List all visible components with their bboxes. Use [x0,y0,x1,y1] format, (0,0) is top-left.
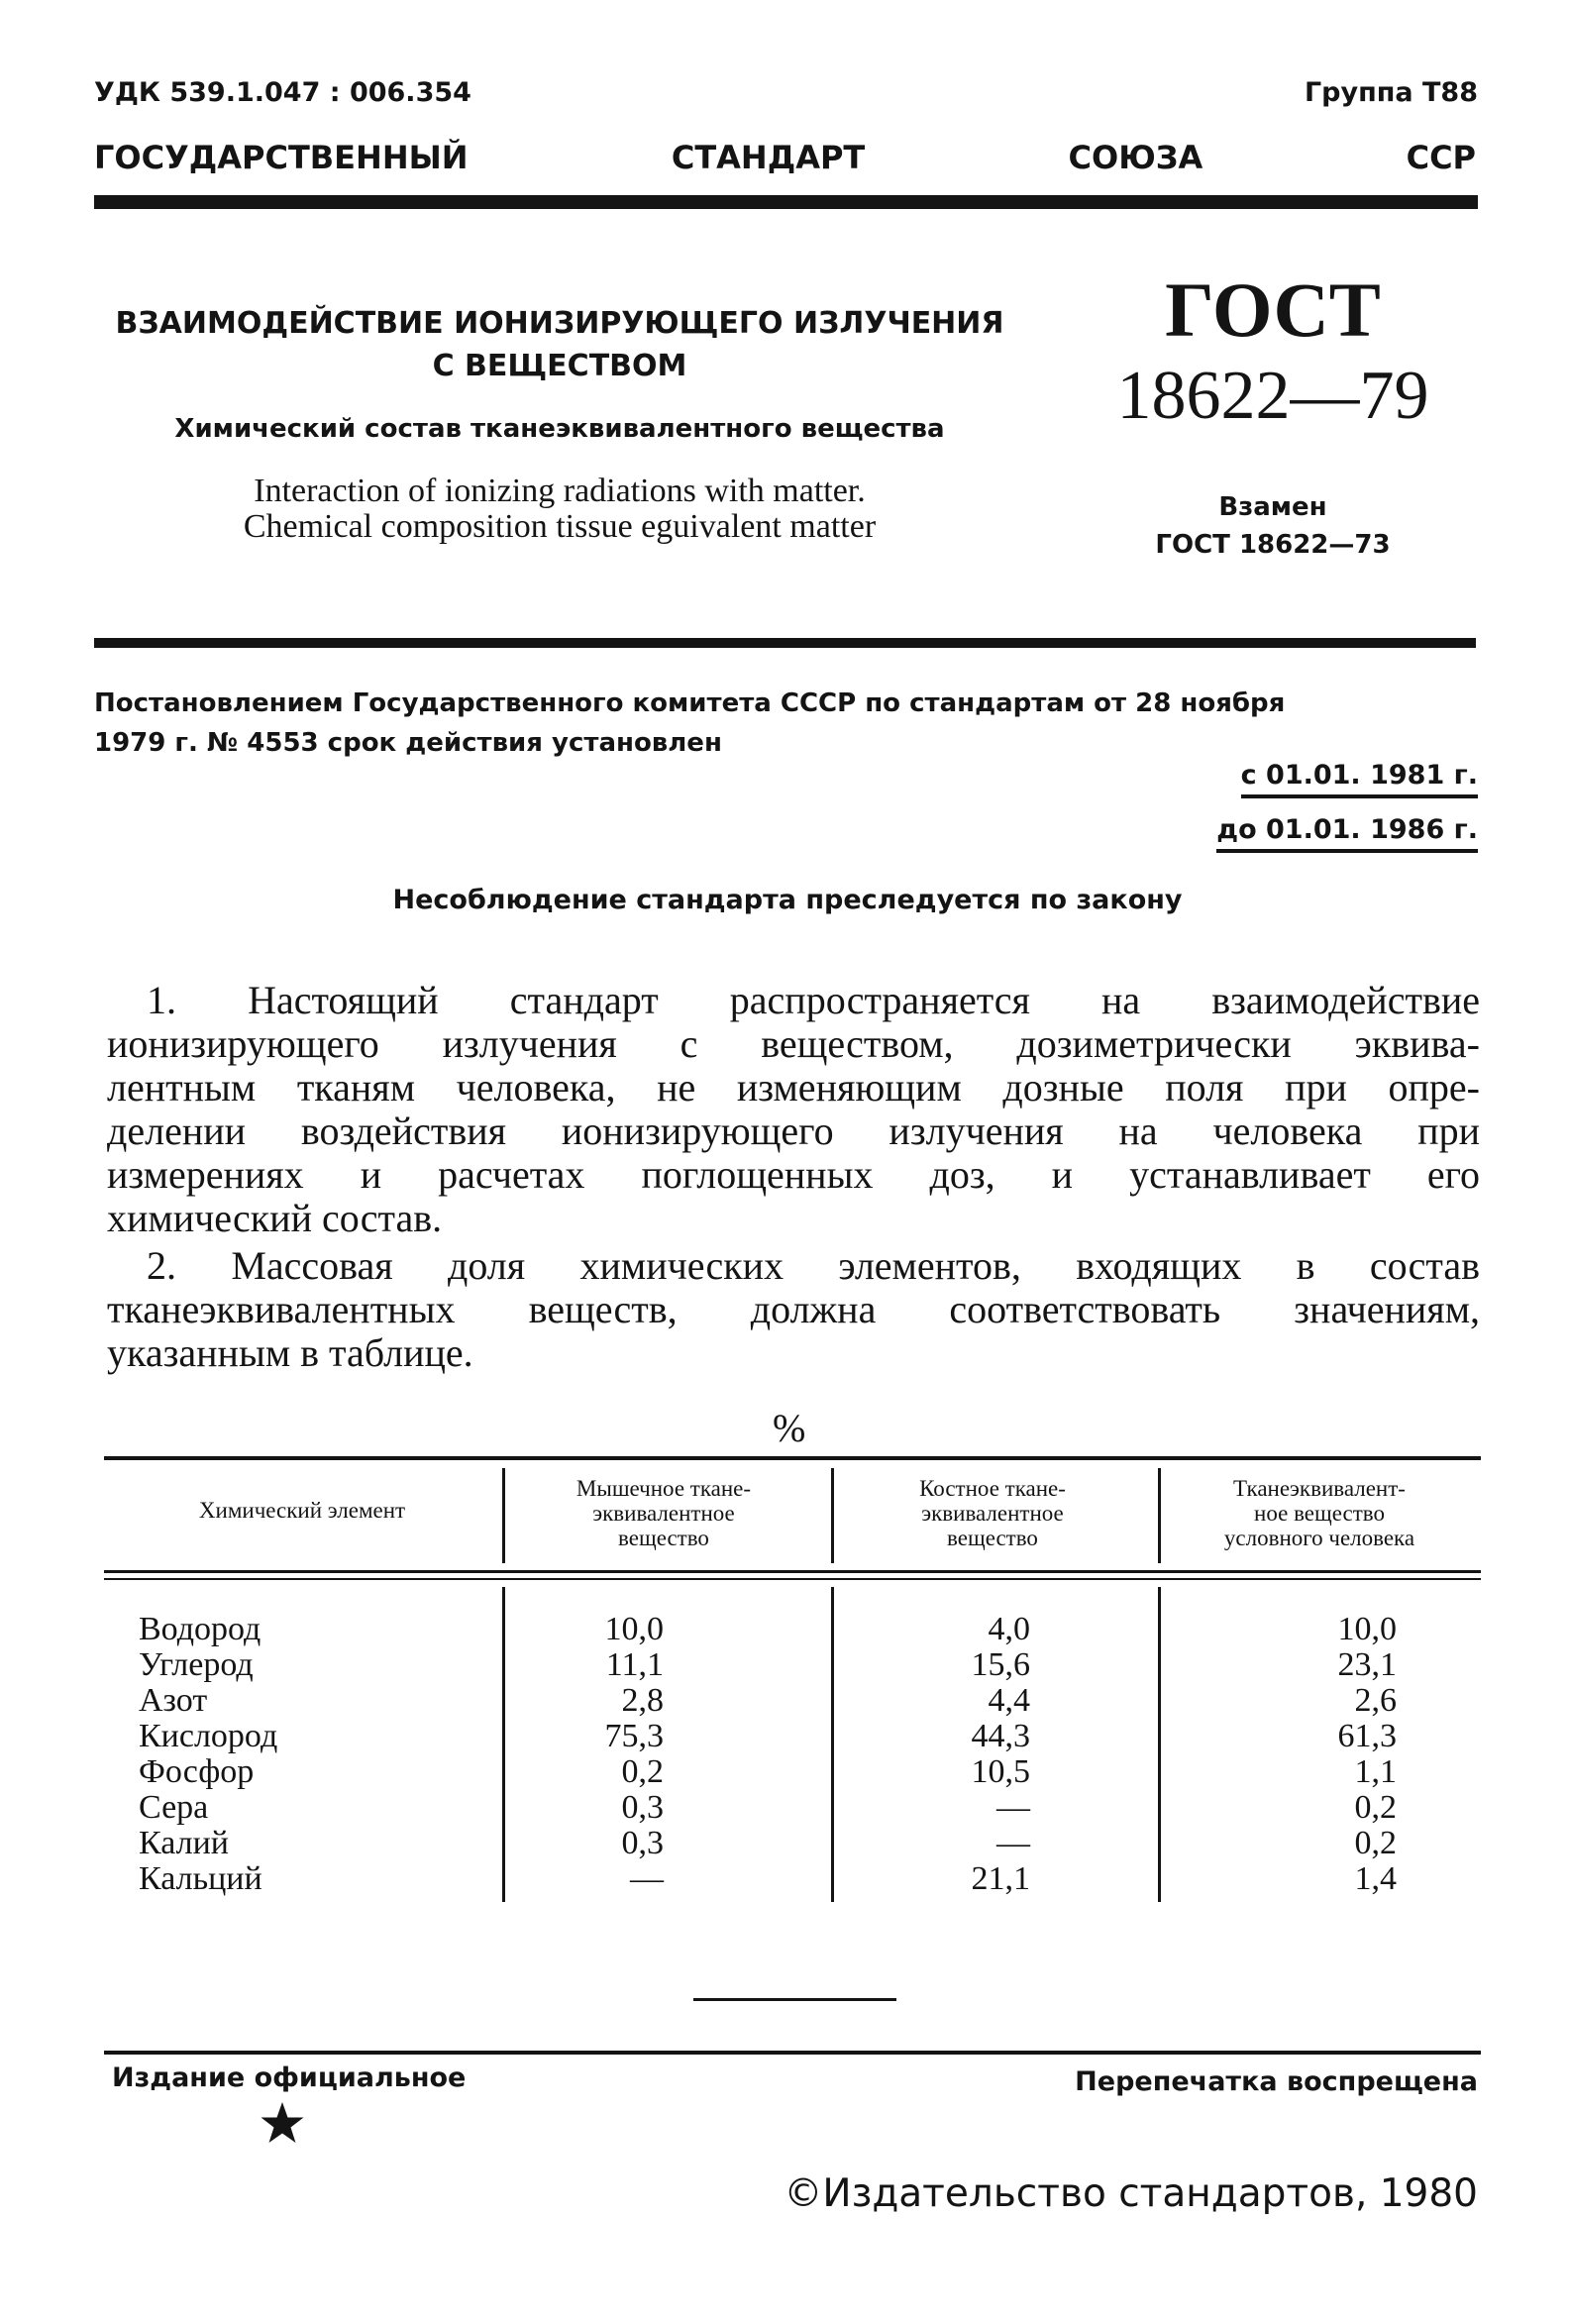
decree-line-1: Постановлением Государственного комитета СССР по стандартам от 28 ноября [94,688,1286,718]
table-header-rule-second [104,1578,1481,1580]
row-muscle: 75,3 [604,1718,664,1754]
row-muscle: 0,3 [621,1825,664,1861]
paragraph-2-line: тканеэквивалентных веществ, должна соответствовать значениям, [107,1287,1480,1331]
english-title [94,474,1025,545]
header-muscle [505,1476,822,1550]
paragraph-2-line: 2. Массовая доля химических элементов, входящих в состав [147,1243,1480,1288]
row-muscle: 11,1 [605,1646,664,1683]
row-reference: 1,4 [1354,1860,1397,1897]
row-element: Сера [139,1789,209,1826]
row-muscle: 0,2 [621,1753,664,1790]
table-header-rule [104,1570,1481,1573]
paragraph-1-line: химический состав. [107,1196,443,1240]
decree-text [94,684,1481,763]
column-divider [502,1587,505,1902]
row-muscle: — [630,1860,664,1897]
header-reference-line: условного человека [1223,1526,1415,1550]
row-bone: — [996,1825,1030,1861]
row-element: Фосфор [139,1753,255,1790]
document-subtitle: Химический состав тканеэквивалентного вещества [174,414,945,444]
decree-line-2: 1979 г. № 4553 срок действия установлен [94,728,722,758]
column-divider [831,1468,834,1563]
row-reference: 1,1 [1354,1753,1397,1790]
row-bone: 44,3 [971,1718,1030,1754]
gost-number: 18622—79 [1116,358,1429,434]
row-muscle: 10,0 [604,1611,664,1647]
heading-word-4: ССР [1406,139,1476,176]
row-element: Водород [139,1611,262,1647]
reprint-prohibited-label: Перепечатка воспрещена [1075,2066,1478,2097]
column-divider [1158,1468,1161,1563]
replaced-standard: ГОСТ 18622—73 [1155,530,1391,560]
row-element: Кислород [139,1718,278,1754]
heading-word-3: СОЮЗА [1068,139,1203,176]
title-line-2: С ВЕЩЕСТВОМ [432,349,687,383]
paragraph-1-line: измерениях и расчетах поглощенных доз, и устанавливает его [107,1152,1480,1197]
header-reference-man [1161,1476,1478,1550]
paragraph-1-line: делении воздействия ионизирующего излучения на человека при [107,1109,1480,1153]
footer-rule [104,2051,1481,2055]
row-reference: 0,2 [1354,1789,1397,1826]
udk-code: УДК 539.1.047 : 006.354 [94,77,471,108]
top-divider [94,195,1478,209]
row-element: Кальций [139,1860,262,1897]
table-unit: % [773,1406,806,1450]
row-bone: — [996,1789,1030,1826]
english-title-line-1: Interaction of ionizing radiations with matter. [254,473,866,509]
header-bone-line: эквивалентное [921,1501,1064,1526]
row-bone: 4,0 [988,1611,1030,1647]
column-divider [502,1468,505,1563]
group-code: Группа Т88 [1304,77,1478,108]
document-title [94,302,1025,387]
row-muscle: 0,3 [621,1789,664,1826]
header-reference-line: Тканеэквивалент- [1233,1476,1406,1501]
heading-word-2: СТАНДАРТ [671,139,866,176]
paragraph-1 [107,979,1480,1240]
row-reference: 10,0 [1337,1611,1397,1647]
noncompliance-notice: Несоблюдение стандарта преследуется по закону [392,885,1183,915]
header-reference-line: ное вещество [1254,1501,1385,1526]
row-element: Азот [139,1682,208,1719]
header-muscle-line: Мышечное ткане- [575,1476,752,1501]
paragraph-2-line: указанным в таблице. [107,1330,473,1375]
row-reference: 61,3 [1337,1718,1397,1754]
valid-from-date: с 01.01. 1981 г. [1241,760,1478,798]
gost-label: ГОСТ [1165,266,1381,353]
column-divider [831,1587,834,1902]
table-top-rule [104,1456,1481,1460]
end-of-text-rule [693,1998,896,2001]
header-muscle-line: вещество [618,1526,709,1550]
row-reference: 2,6 [1354,1682,1397,1719]
row-bone: 15,6 [971,1646,1030,1683]
paragraph-1-line: 1. Настоящий стандарт распространяется на взаимодействие [147,978,1480,1022]
row-element: Углерод [139,1646,254,1683]
heading-word-1: ГОСУДАРСТВЕННЫЙ [94,139,469,176]
star-icon [260,2100,305,2146]
header-element: Химический элемент [198,1498,406,1523]
row-reference: 23,1 [1337,1646,1397,1683]
row-element: Калий [139,1825,229,1861]
official-edition-label: Издание официальное [112,2062,467,2093]
middle-divider [94,638,1476,648]
header-bone [834,1476,1151,1550]
state-standard-heading [94,139,1476,176]
header-bone-line: Костное ткане- [919,1476,1066,1501]
valid-to-date: до 01.01. 1986 г. [1216,814,1478,853]
paragraph-2 [107,1244,1480,1375]
header-bone-line: вещество [947,1526,1038,1550]
row-bone: 21,1 [971,1860,1030,1897]
row-bone: 4,4 [988,1682,1030,1719]
column-divider [1158,1587,1161,1902]
paragraph-1-line: лентным тканям человека, не изменяющим дозные поля при опре- [107,1065,1480,1109]
title-line-1: ВЗАИМОДЕЙСТВИЕ ИОНИЗИРУЮЩЕГО ИЗЛУЧЕНИЯ [115,306,1004,341]
header-muscle-line: эквивалентное [592,1501,735,1526]
paragraph-1-line: ионизирующего излучения с веществом, дозиметрически эквива- [107,1021,1480,1066]
replaces-label: Взамен [1218,492,1327,522]
english-title-line-2: Chemical composition tissue eguivalent matter [243,508,877,545]
row-muscle: 2,8 [621,1682,664,1719]
publisher-copyright: ©Издательство стандартов, 1980 [784,2171,1478,2216]
row-reference: 0,2 [1354,1825,1397,1861]
row-bone: 10,5 [971,1753,1030,1790]
